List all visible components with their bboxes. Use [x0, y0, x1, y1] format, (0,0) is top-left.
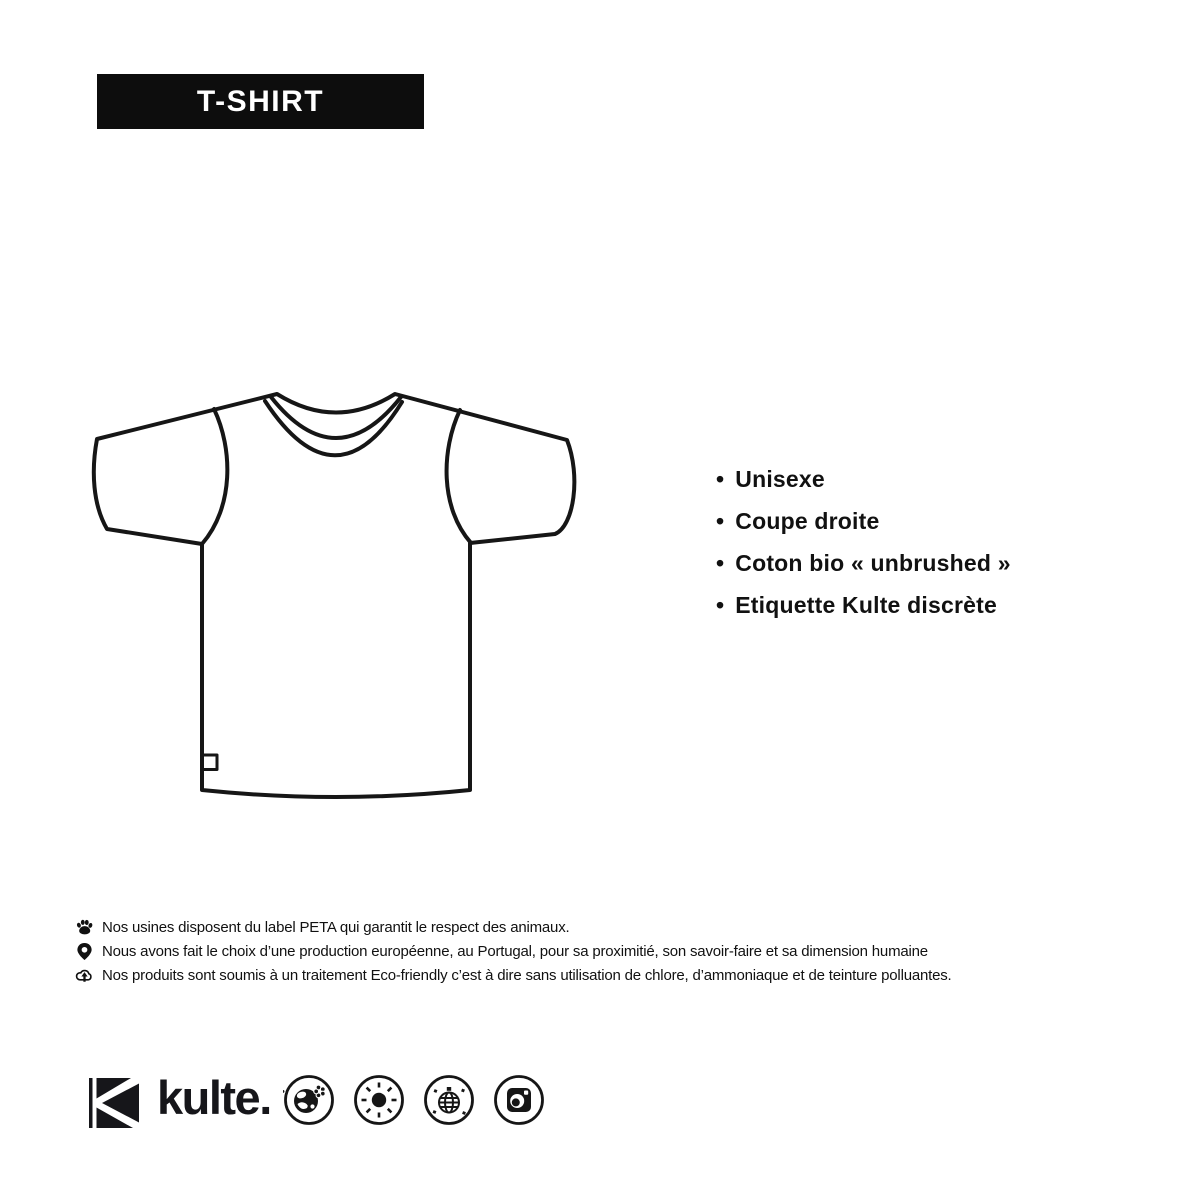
bullet-dot: •: [716, 466, 725, 492]
tshirt-outline-svg: [90, 383, 585, 815]
tshirt-hem-label: [203, 755, 218, 770]
product-title-bar: [97, 74, 424, 129]
earth-icon: [283, 1074, 335, 1126]
feature-label: Coton bio « unbrushed »: [735, 550, 1011, 576]
feature-label: Unisexe: [735, 466, 825, 492]
note-text: Nos produits sont soumis à un traitement Eco-friendly c’est à dire sans utilisation de chlore, d’ammoniaque et de teinture polluantes.: [102, 967, 952, 984]
brand-wordmark: kulte.: [157, 1071, 271, 1124]
tree-icon: [75, 966, 94, 985]
page-title: T-SHIRT: [196, 84, 325, 118]
note-row: [75, 942, 952, 961]
location-pin-icon: [75, 942, 94, 961]
feature-label: Etiquette Kulte discrète: [735, 592, 997, 618]
feature-item: [716, 508, 1011, 535]
disco-ball-icon: [423, 1074, 475, 1126]
feature-item: [716, 592, 1011, 619]
production-notes: [75, 918, 952, 990]
feature-label: Coupe droite: [735, 508, 880, 534]
feature-item: [716, 550, 1011, 577]
tshirt-drawing: [90, 383, 585, 820]
note-text: Nous avons fait le choix d’une production européenne, au Portugal, pour sa proximitié, son savoir-faire et sa dimension humaine: [102, 943, 928, 960]
note-row: [75, 918, 952, 937]
note-text: Nos usines disposent du label PETA qui garantit le respect des animaux.: [102, 919, 570, 936]
feature-item: [716, 466, 1011, 493]
bullet-dot: •: [716, 592, 725, 618]
kulte-k-logo-icon: [88, 1077, 140, 1129]
camera-icon: [493, 1074, 545, 1126]
sun-icon: [353, 1074, 405, 1126]
feature-list: [716, 466, 1011, 634]
bullet-dot: •: [716, 508, 725, 534]
brand-badge-icons: [283, 1074, 545, 1126]
paw-icon: [75, 918, 94, 937]
bullet-dot: •: [716, 550, 725, 576]
note-row: [75, 966, 952, 985]
kulte-k-logo: [88, 1077, 140, 1134]
